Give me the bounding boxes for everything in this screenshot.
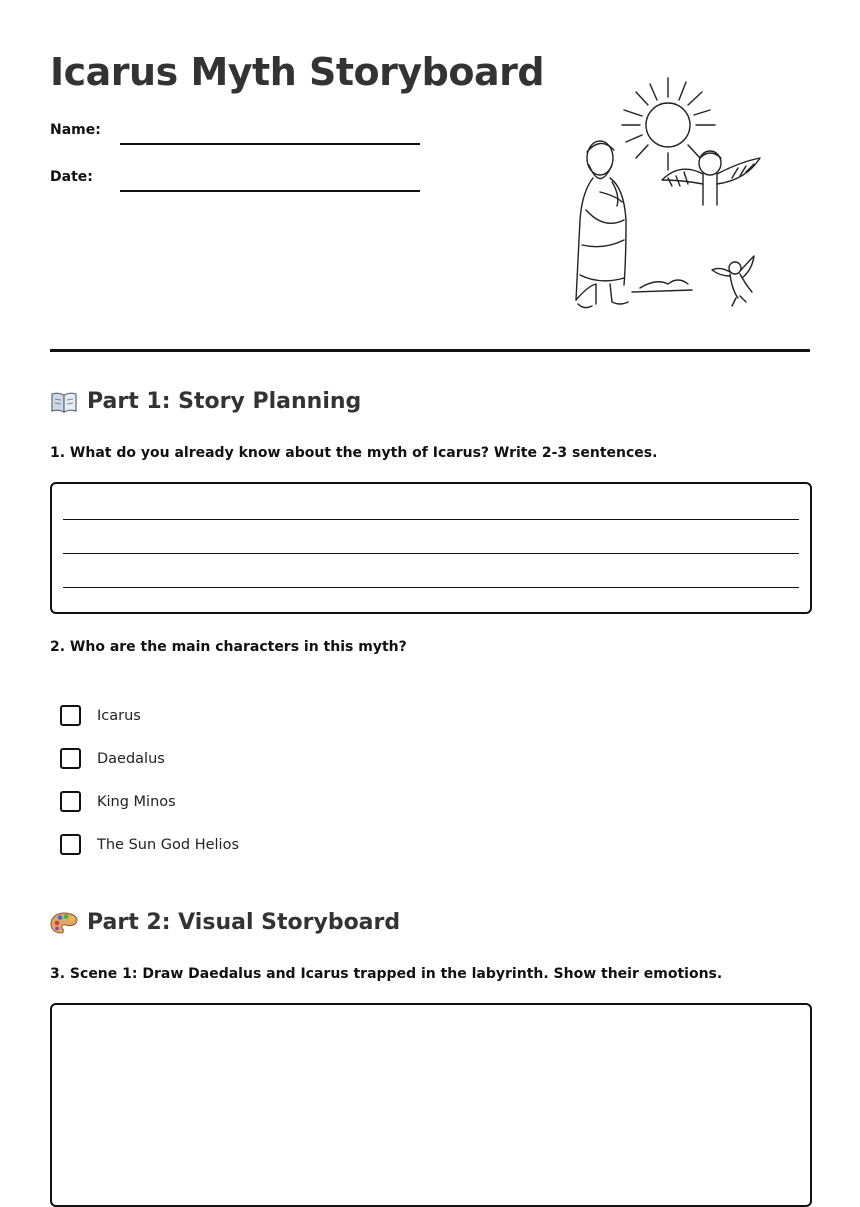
- question-2: 2. Who are the main characters in this myth?: [50, 639, 407, 655]
- checkbox[interactable]: [60, 705, 81, 726]
- writing-line: [63, 519, 799, 520]
- falling-icarus-icon: [712, 256, 754, 306]
- option-label: Daedalus: [97, 750, 165, 767]
- option-daedalus[interactable]: [60, 748, 165, 769]
- writing-line: [63, 587, 799, 588]
- checkbox[interactable]: [60, 834, 81, 855]
- option-icarus[interactable]: [60, 705, 141, 726]
- open-book-icon: [50, 390, 78, 414]
- name-field[interactable]: [120, 143, 420, 145]
- daedalus-icarus-sun-illustration: [560, 70, 770, 315]
- option-label: King Minos: [97, 793, 176, 810]
- part1-heading: [50, 389, 361, 414]
- option-label: Icarus: [97, 707, 141, 724]
- option-label: The Sun God Helios: [97, 836, 239, 853]
- question-3: 3. Scene 1: Draw Daedalus and Icarus trapped in the labyrinth. Show their emotions.: [50, 966, 723, 982]
- date-field[interactable]: [120, 190, 420, 192]
- question-1: 1. What do you already know about the myth of Icarus? Write 2-3 sentences.: [50, 445, 658, 461]
- artist-palette-icon: [50, 911, 78, 935]
- option-king-minos[interactable]: [60, 791, 176, 812]
- part1-title: Part 1: Story Planning: [87, 389, 362, 414]
- part2-title: Part 2: Visual Storyboard: [87, 910, 401, 935]
- question-1-answer-box[interactable]: [50, 482, 812, 614]
- writing-line: [63, 553, 799, 554]
- daedalus-figure-icon: [576, 141, 628, 308]
- checkbox[interactable]: [60, 748, 81, 769]
- page-title: Icarus Myth Storyboard: [50, 50, 545, 94]
- header-divider: [50, 349, 810, 352]
- part2-heading: [50, 910, 400, 935]
- checkbox[interactable]: [60, 791, 81, 812]
- name-label: Name:: [50, 122, 101, 138]
- icarus-figure-icon: [662, 151, 760, 205]
- option-helios[interactable]: [60, 834, 239, 855]
- date-label: Date:: [50, 169, 93, 185]
- scene-1-drawing-box[interactable]: [50, 1003, 812, 1207]
